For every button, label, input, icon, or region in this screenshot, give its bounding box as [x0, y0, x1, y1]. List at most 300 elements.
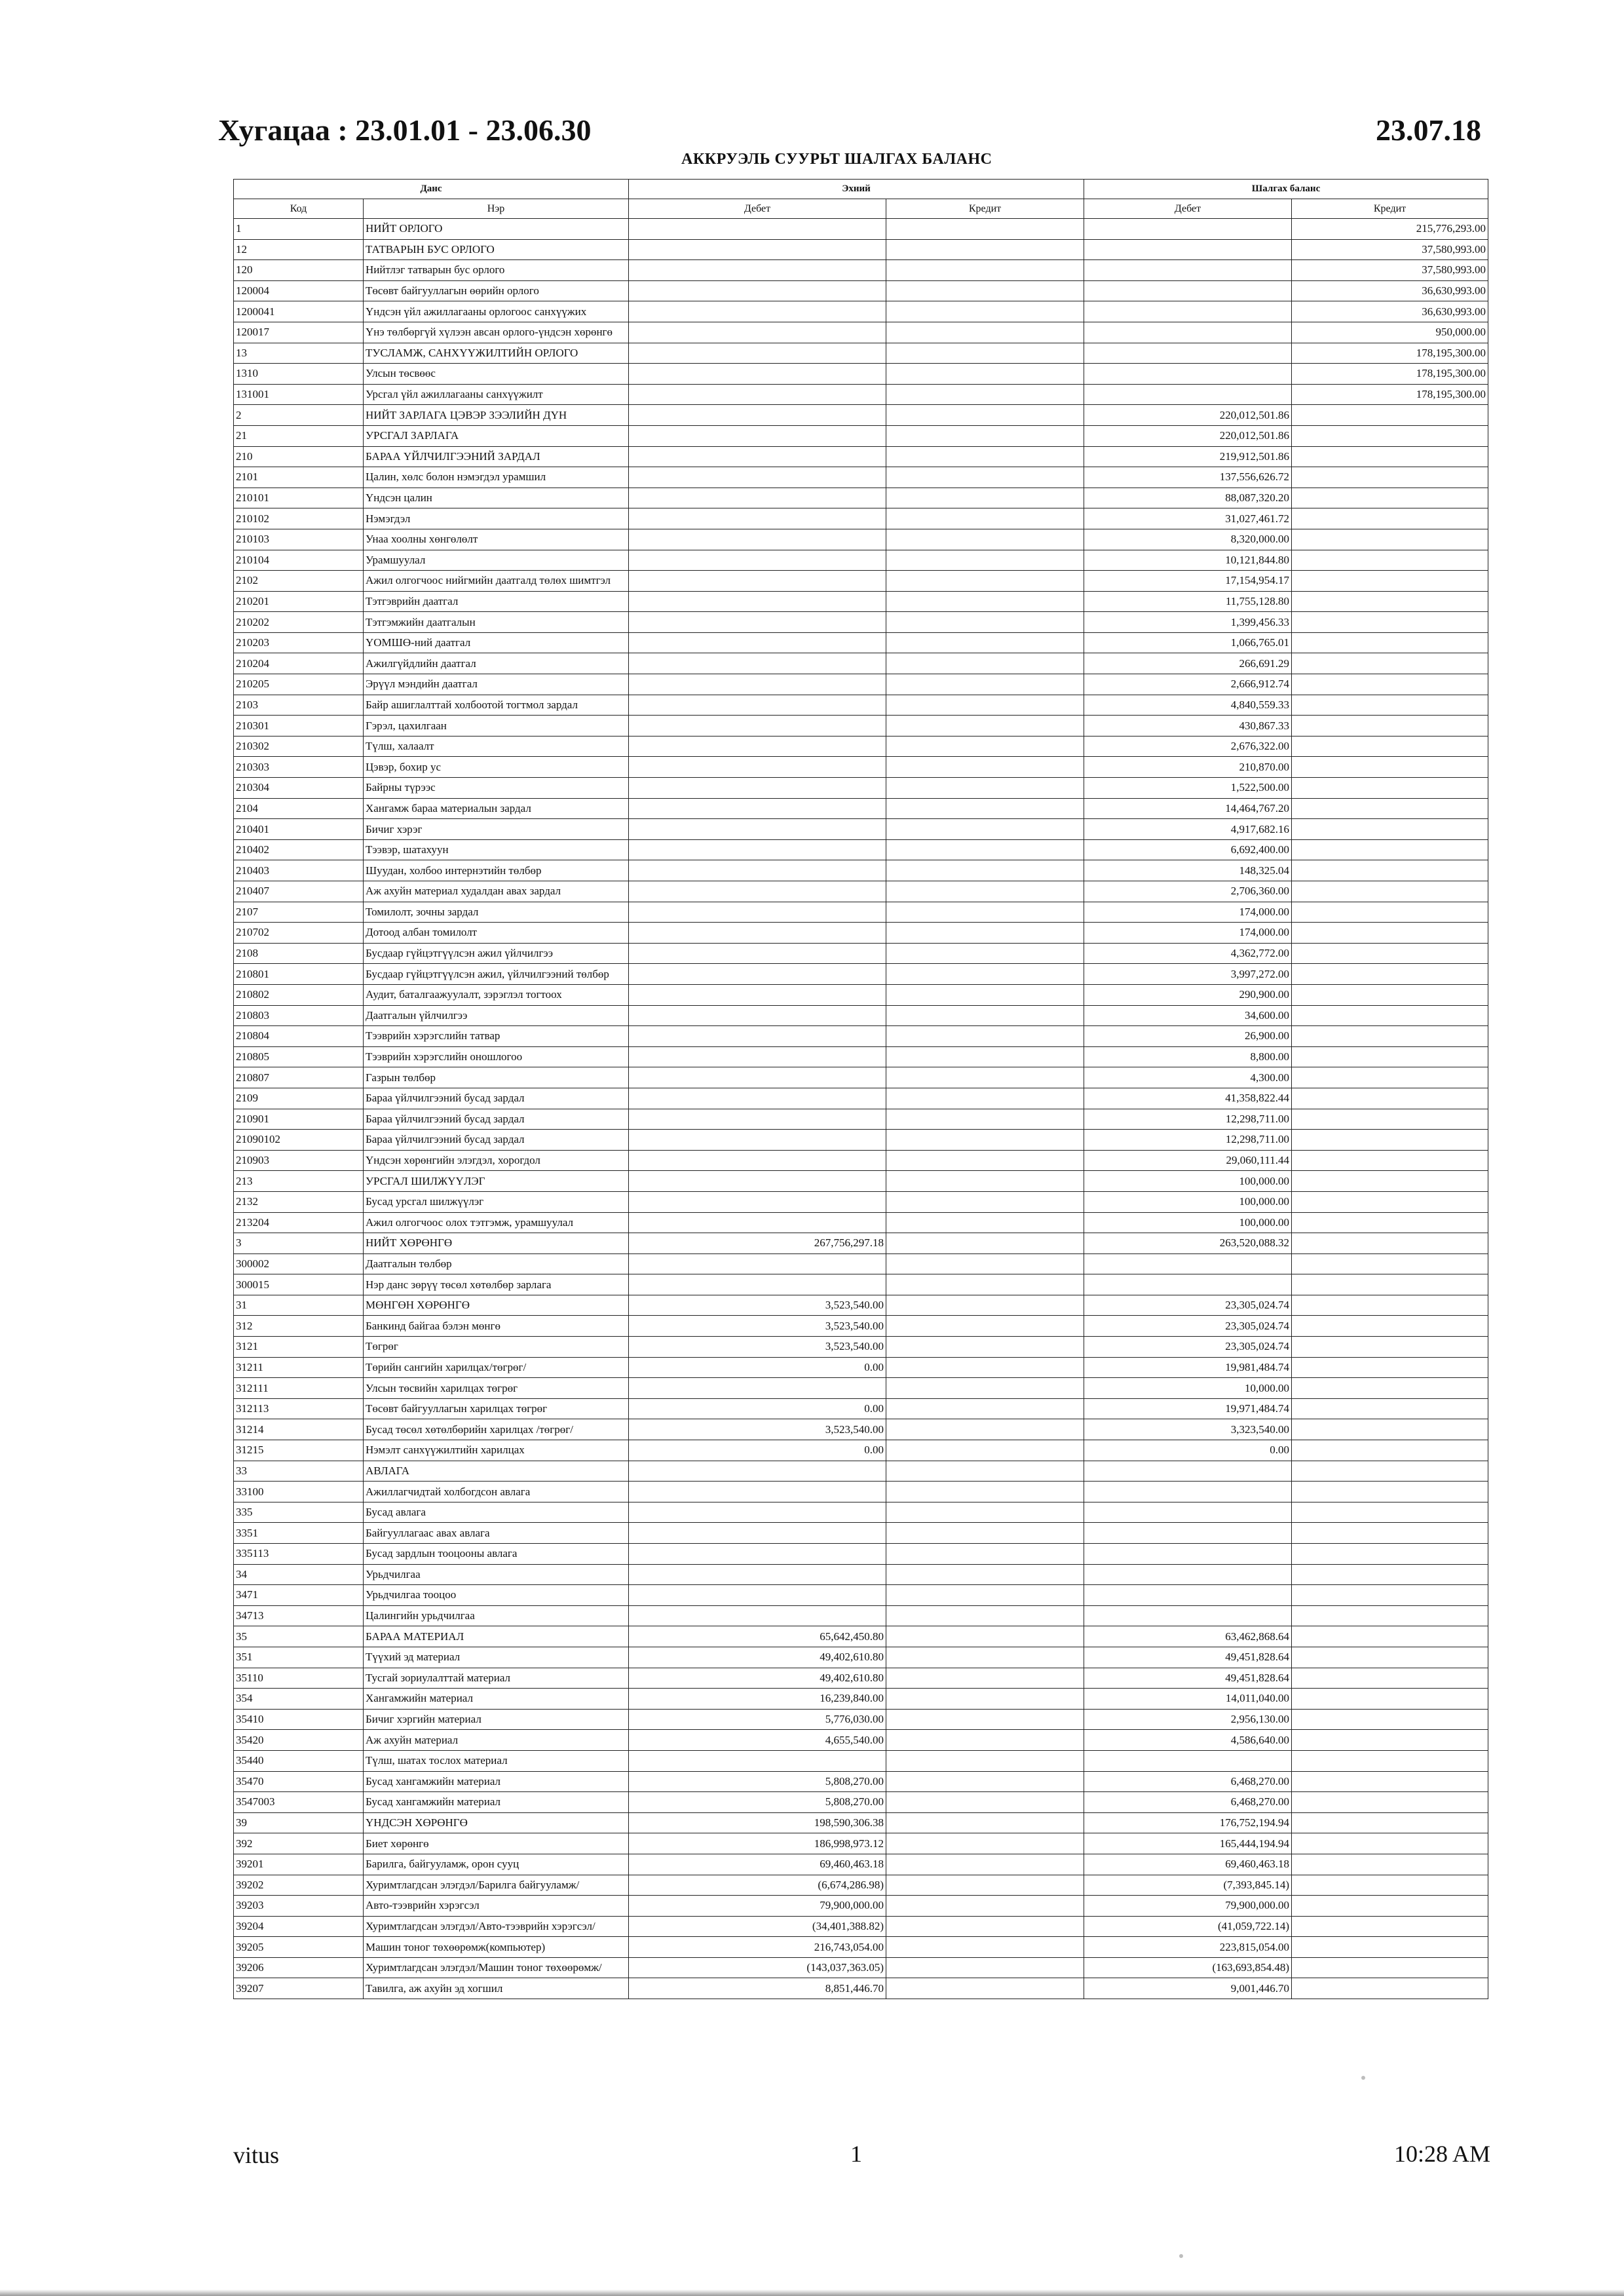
cell-balance-debit: 23,305,024.74: [1084, 1316, 1292, 1337]
cell-name: Бараа үйлчилгээний бусад зардал: [364, 1088, 629, 1109]
cell-opening-debit: 5,776,030.00: [629, 1709, 886, 1730]
cell-name: УРСГАЛ ШИЛЖҮҮЛЭГ: [364, 1171, 629, 1192]
cell-balance-credit: [1292, 1812, 1488, 1833]
cell-code: 3121: [234, 1337, 364, 1358]
cell-name: ҮНДСЭН ХӨРӨНГӨ: [364, 1812, 629, 1833]
cell-balance-debit: 29,060,111.44: [1084, 1150, 1292, 1171]
cell-opening-credit: [886, 1088, 1084, 1109]
cell-opening-debit: [629, 239, 886, 260]
cell-name: Үндсэн үйл ажиллагааны орлогоос санхүүжих: [364, 301, 629, 322]
cell-name: Хуримтлагдсан элэгдэл/Авто-тээврийн хэрэгсэл/: [364, 1916, 629, 1937]
cell-name: Эрүүл мэндийн даатгал: [364, 674, 629, 695]
cell-code: 300002: [234, 1253, 364, 1274]
cell-name: Бусад авлага: [364, 1502, 629, 1523]
scan-speck: [1179, 2254, 1183, 2258]
cell-balance-credit: [1292, 943, 1488, 964]
column-header-opening-debit: Дебет: [629, 199, 886, 219]
cell-name: ҮОМШӨ-ний даатгал: [364, 632, 629, 653]
cell-balance-credit: [1292, 798, 1488, 819]
cell-balance-debit: [1084, 384, 1292, 405]
cell-name: Хангамжийн материал: [364, 1689, 629, 1710]
cell-balance-credit: [1292, 1544, 1488, 1565]
cell-opening-debit: 216,743,054.00: [629, 1937, 886, 1958]
cell-opening-credit: [886, 1875, 1084, 1896]
cell-opening-credit: [886, 757, 1084, 778]
cell-opening-credit: [886, 1523, 1084, 1544]
cell-name: УРСГАЛ ЗАРЛАГА: [364, 425, 629, 446]
table-row: [234, 1171, 1488, 1192]
cell-opening-debit: 0.00: [629, 1357, 886, 1378]
cell-name: Томилолт, зочны зардал: [364, 902, 629, 923]
cell-balance-debit: 17,154,954.17: [1084, 571, 1292, 592]
cell-balance-credit: [1292, 1730, 1488, 1751]
cell-name: Үндсэн хөрөнгийн элэгдэл, хорогдол: [364, 1150, 629, 1171]
cell-balance-debit: 174,000.00: [1084, 902, 1292, 923]
cell-opening-credit: [886, 1295, 1084, 1316]
cell-opening-debit: [629, 860, 886, 881]
cell-opening-credit: [886, 1730, 1084, 1751]
cell-opening-credit: [886, 1130, 1084, 1151]
cell-opening-debit: [629, 1212, 886, 1233]
cell-opening-debit: 69,460,463.18: [629, 1854, 886, 1875]
cell-balance-debit: 100,000.00: [1084, 1191, 1292, 1212]
cell-opening-credit: [886, 219, 1084, 240]
cell-opening-debit: [629, 219, 886, 240]
table-row: [234, 1398, 1488, 1419]
cell-balance-debit: 290,900.00: [1084, 984, 1292, 1005]
cell-balance-credit: [1292, 425, 1488, 446]
cell-opening-credit: [886, 819, 1084, 840]
cell-balance-debit: 8,800.00: [1084, 1046, 1292, 1067]
cell-code: 335113: [234, 1544, 364, 1565]
cell-opening-debit: 198,590,306.38: [629, 1812, 886, 1833]
footer-time: 10:28 AM: [1394, 2141, 1491, 2167]
table-row: [234, 1689, 1488, 1710]
cell-balance-debit: 148,325.04: [1084, 860, 1292, 881]
cell-code: 33100: [234, 1482, 364, 1502]
cell-opening-credit: [886, 1357, 1084, 1378]
cell-balance-credit: [1292, 1440, 1488, 1461]
footer-user: vitus: [233, 2142, 280, 2168]
cell-opening-credit: [886, 881, 1084, 902]
cell-name: Даатгалын төлбөр: [364, 1253, 629, 1274]
cell-code: 210805: [234, 1046, 364, 1067]
cell-opening-debit: [629, 612, 886, 633]
cell-balance-debit: [1084, 1605, 1292, 1626]
cell-balance-credit: [1292, 1585, 1488, 1606]
cell-opening-credit: [886, 674, 1084, 695]
cell-opening-credit: [886, 405, 1084, 426]
cell-name: БАРАА ҮЙЛЧИЛГЭЭНИЙ ЗАРДАЛ: [364, 446, 629, 467]
table-row: [234, 280, 1488, 301]
cell-code: 210304: [234, 778, 364, 799]
cell-name: Үндсэн цалин: [364, 488, 629, 508]
cell-balance-credit: [1292, 1978, 1488, 1999]
cell-balance-credit: [1292, 1937, 1488, 1958]
cell-name: Бусад хангамжийн материал: [364, 1771, 629, 1792]
cell-balance-credit: [1292, 1274, 1488, 1295]
cell-name: Тээврийн хэрэгслийн татвар: [364, 1026, 629, 1047]
table-row: [234, 1088, 1488, 1109]
cell-opening-credit: [886, 1212, 1084, 1233]
cell-opening-debit: [629, 280, 886, 301]
scan-edge-shadow: [0, 2289, 1624, 2296]
cell-balance-credit: [1292, 653, 1488, 674]
table-row: [234, 1233, 1488, 1254]
cell-opening-debit: [629, 1109, 886, 1130]
cell-balance-debit: 2,676,322.00: [1084, 736, 1292, 757]
cell-opening-credit: [886, 736, 1084, 757]
cell-opening-debit: [629, 757, 886, 778]
cell-balance-debit: 41,358,822.44: [1084, 1088, 1292, 1109]
cell-name: Аж ахуйн материал худалдан авах зардал: [364, 881, 629, 902]
cell-opening-debit: [629, 364, 886, 385]
cell-code: 1200041: [234, 301, 364, 322]
cell-opening-debit: (143,037,363.05): [629, 1957, 886, 1978]
cell-opening-debit: (6,674,286.98): [629, 1875, 886, 1896]
cell-opening-credit: [886, 1771, 1084, 1792]
cell-balance-debit: 3,997,272.00: [1084, 964, 1292, 985]
cell-balance-debit: (163,693,854.48): [1084, 1957, 1292, 1978]
cell-opening-credit: [886, 1833, 1084, 1854]
cell-balance-debit: 11,755,128.80: [1084, 591, 1292, 612]
cell-name: Байгууллагаас авах авлага: [364, 1523, 629, 1544]
table-row: [234, 1750, 1488, 1771]
cell-balance-credit: 950,000.00: [1292, 322, 1488, 343]
table-row: [234, 1337, 1488, 1358]
cell-name: Урамшуулал: [364, 550, 629, 571]
cell-balance-debit: 2,706,360.00: [1084, 881, 1292, 902]
cell-balance-credit: [1292, 1750, 1488, 1771]
cell-balance-debit: [1084, 260, 1292, 281]
table-row: [234, 1150, 1488, 1171]
cell-opening-credit: [886, 1564, 1084, 1585]
cell-opening-credit: [886, 1605, 1084, 1626]
cell-opening-credit: [886, 923, 1084, 944]
cell-balance-debit: [1084, 1523, 1292, 1544]
table-row: [234, 571, 1488, 592]
cell-opening-debit: [629, 1523, 886, 1544]
cell-opening-credit: [886, 1585, 1084, 1606]
cell-balance-debit: 49,451,828.64: [1084, 1668, 1292, 1689]
cell-opening-debit: 3,523,540.00: [629, 1337, 886, 1358]
table-row: [234, 467, 1488, 488]
cell-code: 2: [234, 405, 364, 426]
cell-code: 39203: [234, 1896, 364, 1917]
cell-code: 312: [234, 1316, 364, 1337]
cell-opening-credit: [886, 322, 1084, 343]
cell-opening-debit: [629, 591, 886, 612]
cell-opening-credit: [886, 984, 1084, 1005]
cell-name: Тавилга, аж ахуйн эд хогшил: [364, 1978, 629, 1999]
table-row: [234, 1626, 1488, 1647]
cell-balance-debit: [1084, 280, 1292, 301]
cell-balance-credit: [1292, 1419, 1488, 1440]
cell-balance-credit: [1292, 1854, 1488, 1875]
table-row: [234, 1357, 1488, 1378]
table-row: [234, 1978, 1488, 1999]
cell-opening-credit: [886, 1937, 1084, 1958]
cell-opening-credit: [886, 1544, 1084, 1565]
cell-opening-debit: [629, 1564, 886, 1585]
table-row: [234, 902, 1488, 923]
footer-page-number: 1: [850, 2141, 862, 2167]
column-header-name: Нэр: [364, 199, 629, 219]
cell-balance-credit: [1292, 1482, 1488, 1502]
cell-balance-debit: [1084, 1274, 1292, 1295]
cell-balance-debit: [1084, 1502, 1292, 1523]
cell-opening-credit: [886, 902, 1084, 923]
cell-opening-credit: [886, 571, 1084, 592]
cell-opening-debit: 5,808,270.00: [629, 1792, 886, 1813]
cell-code: 21090102: [234, 1130, 364, 1151]
cell-opening-credit: [886, 1419, 1084, 1440]
cell-name: Дотоод албан томилолт: [364, 923, 629, 944]
cell-name: БАРАА МАТЕРИАЛ: [364, 1626, 629, 1647]
cell-opening-debit: [629, 1585, 886, 1606]
table-row: [234, 695, 1488, 716]
table-row: [234, 1875, 1488, 1896]
cell-opening-credit: [886, 488, 1084, 508]
period-heading: Хугацаа : 23.01.01 - 23.06.30: [218, 113, 592, 147]
cell-name: Газрын төлбөр: [364, 1067, 629, 1088]
cell-balance-credit: [1292, 571, 1488, 592]
cell-balance-credit: [1292, 1191, 1488, 1212]
cell-code: 3351: [234, 1523, 364, 1544]
cell-name: Байрны түрээс: [364, 778, 629, 799]
cell-name: МӨНГӨН ХӨРӨНГӨ: [364, 1295, 629, 1316]
cell-name: ТУСЛАМЖ, САНХҮҮЖИЛТИЙН ОРЛОГО: [364, 343, 629, 364]
cell-code: 34713: [234, 1605, 364, 1626]
table-row: [234, 1295, 1488, 1316]
table-row: [234, 632, 1488, 653]
cell-balance-credit: 178,195,300.00: [1292, 384, 1488, 405]
cell-opening-debit: [629, 301, 886, 322]
cell-code: 312113: [234, 1398, 364, 1419]
cell-name: Урьдчилгаа: [364, 1564, 629, 1585]
cell-balance-debit: 4,362,772.00: [1084, 943, 1292, 964]
cell-code: 2132: [234, 1191, 364, 1212]
table-row: [234, 1482, 1488, 1502]
cell-code: 35410: [234, 1709, 364, 1730]
cell-balance-credit: [1292, 1046, 1488, 1067]
cell-name: Машин тоног төхөөрөмж(компьютер): [364, 1937, 629, 1958]
table-row: [234, 1130, 1488, 1151]
cell-balance-debit: 4,300.00: [1084, 1067, 1292, 1088]
cell-balance-credit: [1292, 1626, 1488, 1647]
table-row: [234, 260, 1488, 281]
cell-balance-credit: [1292, 1088, 1488, 1109]
cell-code: 2103: [234, 695, 364, 716]
cell-opening-debit: [629, 1274, 886, 1295]
cell-opening-debit: 3,523,540.00: [629, 1419, 886, 1440]
cell-name: Аж ахуйн материал: [364, 1730, 629, 1751]
table-row: [234, 343, 1488, 364]
cell-balance-debit: 210,870.00: [1084, 757, 1292, 778]
cell-opening-debit: [629, 1605, 886, 1626]
cell-name: Биет хөрөнгө: [364, 1833, 629, 1854]
cell-opening-debit: 0.00: [629, 1440, 886, 1461]
table-row: [234, 798, 1488, 819]
cell-opening-credit: [886, 1792, 1084, 1813]
cell-opening-credit: [886, 301, 1084, 322]
table-row: [234, 1605, 1488, 1626]
cell-opening-debit: [629, 1378, 886, 1399]
cell-code: 21: [234, 425, 364, 446]
cell-code: 39205: [234, 1937, 364, 1958]
cell-name: Төсөвт байгууллагын өөрийн орлого: [364, 280, 629, 301]
cell-opening-credit: [886, 1150, 1084, 1171]
table-row: [234, 1005, 1488, 1026]
cell-balance-debit: 100,000.00: [1084, 1171, 1292, 1192]
cell-name: Авто-тээврийн хэрэгсэл: [364, 1896, 629, 1917]
cell-name: Түлш, шатах тослох материал: [364, 1750, 629, 1771]
cell-code: 210102: [234, 508, 364, 529]
table-row: [234, 1833, 1488, 1854]
cell-code: 300015: [234, 1274, 364, 1295]
cell-balance-debit: 6,692,400.00: [1084, 839, 1292, 860]
table-row: [234, 1647, 1488, 1668]
cell-balance-credit: [1292, 612, 1488, 633]
cell-code: 1: [234, 219, 364, 240]
cell-code: 210202: [234, 612, 364, 633]
cell-code: 35470: [234, 1771, 364, 1792]
cell-code: 210402: [234, 839, 364, 860]
cell-balance-debit: 10,000.00: [1084, 1378, 1292, 1399]
cell-opening-credit: [886, 798, 1084, 819]
cell-balance-debit: [1084, 1461, 1292, 1482]
cell-opening-debit: [629, 819, 886, 840]
cell-opening-debit: [629, 571, 886, 592]
cell-opening-debit: [629, 902, 886, 923]
table-row: [234, 384, 1488, 405]
cell-opening-credit: [886, 1440, 1084, 1461]
cell-balance-debit: 100,000.00: [1084, 1212, 1292, 1233]
cell-balance-credit: 36,630,993.00: [1292, 301, 1488, 322]
cell-opening-debit: [629, 964, 886, 985]
table-row: [234, 1502, 1488, 1523]
cell-opening-debit: [629, 778, 886, 799]
cell-opening-credit: [886, 1046, 1084, 1067]
cell-balance-debit: 19,981,484.74: [1084, 1357, 1292, 1378]
cell-opening-credit: [886, 1191, 1084, 1212]
cell-name: Бичиг хэрэг: [364, 819, 629, 840]
cell-balance-credit: [1292, 923, 1488, 944]
table-row: [234, 1067, 1488, 1088]
cell-balance-credit: [1292, 1833, 1488, 1854]
cell-balance-credit: [1292, 902, 1488, 923]
table-row: [234, 778, 1488, 799]
cell-opening-credit: [886, 384, 1084, 405]
cell-name: Төсөвт байгууллагын харилцах төгрөг: [364, 1398, 629, 1419]
cell-code: 39202: [234, 1875, 364, 1896]
cell-opening-credit: [886, 1461, 1084, 1482]
cell-balance-debit: 263,520,088.32: [1084, 1233, 1292, 1254]
cell-opening-credit: [886, 1337, 1084, 1358]
cell-opening-credit: [886, 1709, 1084, 1730]
cell-code: 31: [234, 1295, 364, 1316]
cell-opening-credit: [886, 1502, 1084, 1523]
cell-name: Бараа үйлчилгээний бусад зардал: [364, 1130, 629, 1151]
cell-code: 120017: [234, 322, 364, 343]
cell-name: Улсын төсвөөс: [364, 364, 629, 385]
cell-balance-credit: [1292, 1067, 1488, 1088]
cell-code: 35420: [234, 1730, 364, 1751]
cell-balance-credit: [1292, 1709, 1488, 1730]
table-row: [234, 819, 1488, 840]
cell-balance-credit: [1292, 1026, 1488, 1047]
table-row: [234, 1046, 1488, 1067]
cell-code: 354: [234, 1689, 364, 1710]
cell-balance-debit: [1084, 1482, 1292, 1502]
cell-code: 34: [234, 1564, 364, 1585]
cell-opening-credit: [886, 612, 1084, 633]
cell-balance-credit: [1292, 674, 1488, 695]
cell-balance-debit: (7,393,845.14): [1084, 1875, 1292, 1896]
cell-opening-debit: 16,239,840.00: [629, 1689, 886, 1710]
cell-name: Түүхий эд материал: [364, 1647, 629, 1668]
cell-name: Урьдчилгаа тооцоо: [364, 1585, 629, 1606]
cell-opening-credit: [886, 446, 1084, 467]
table-row: [234, 964, 1488, 985]
cell-name: Тээврийн хэрэгслийн оношлогоо: [364, 1046, 629, 1067]
table-row: [234, 1523, 1488, 1544]
cell-balance-debit: [1084, 1750, 1292, 1771]
cell-opening-debit: [629, 674, 886, 695]
cell-name: ТАТВАРЫН БУС ОРЛОГО: [364, 239, 629, 260]
cell-balance-debit: 4,840,559.33: [1084, 695, 1292, 716]
cell-opening-debit: [629, 839, 886, 860]
cell-code: 120: [234, 260, 364, 281]
cell-balance-credit: [1292, 984, 1488, 1005]
cell-opening-debit: [629, 881, 886, 902]
cell-balance-debit: 6,468,270.00: [1084, 1792, 1292, 1813]
group-header-row: [234, 180, 1488, 199]
cell-opening-credit: [886, 1668, 1084, 1689]
cell-opening-credit: [886, 1626, 1084, 1647]
cell-balance-debit: (41,059,722.14): [1084, 1916, 1292, 1937]
table-row: [234, 923, 1488, 944]
cell-opening-debit: [629, 384, 886, 405]
cell-balance-debit: 219,912,501.86: [1084, 446, 1292, 467]
cell-name: Хуримтлагдсан элэгдэл/Барилга байгууламж/: [364, 1875, 629, 1896]
cell-code: 210302: [234, 736, 364, 757]
table-row: [234, 405, 1488, 426]
cell-name: Бусад зардлын тооцооны авлага: [364, 1544, 629, 1565]
cell-balance-debit: 2,666,912.74: [1084, 674, 1292, 695]
cell-opening-debit: [629, 1750, 886, 1771]
cell-balance-debit: 12,298,711.00: [1084, 1130, 1292, 1151]
cell-name: Тээвэр, шатахуун: [364, 839, 629, 860]
table-row: [234, 550, 1488, 571]
cell-opening-debit: [629, 923, 886, 944]
cell-balance-debit: 165,444,194.94: [1084, 1833, 1292, 1854]
cell-opening-credit: [886, 591, 1084, 612]
cell-balance-debit: 137,556,626.72: [1084, 467, 1292, 488]
cell-opening-credit: [886, 1398, 1084, 1419]
cell-name: Шуудан, холбоо интернэтийн төлбөр: [364, 860, 629, 881]
cell-balance-debit: 3,323,540.00: [1084, 1419, 1292, 1440]
cell-balance-credit: [1292, 757, 1488, 778]
cell-opening-debit: [629, 1461, 886, 1482]
cell-name: Цалин, хөлс болон нэмэгдэл урамшил: [364, 467, 629, 488]
cell-code: 210104: [234, 550, 364, 571]
cell-balance-credit: 215,776,293.00: [1292, 219, 1488, 240]
cell-balance-credit: [1292, 778, 1488, 799]
cell-opening-debit: 3,523,540.00: [629, 1295, 886, 1316]
cell-opening-debit: [629, 1171, 886, 1192]
cell-opening-debit: [629, 653, 886, 674]
